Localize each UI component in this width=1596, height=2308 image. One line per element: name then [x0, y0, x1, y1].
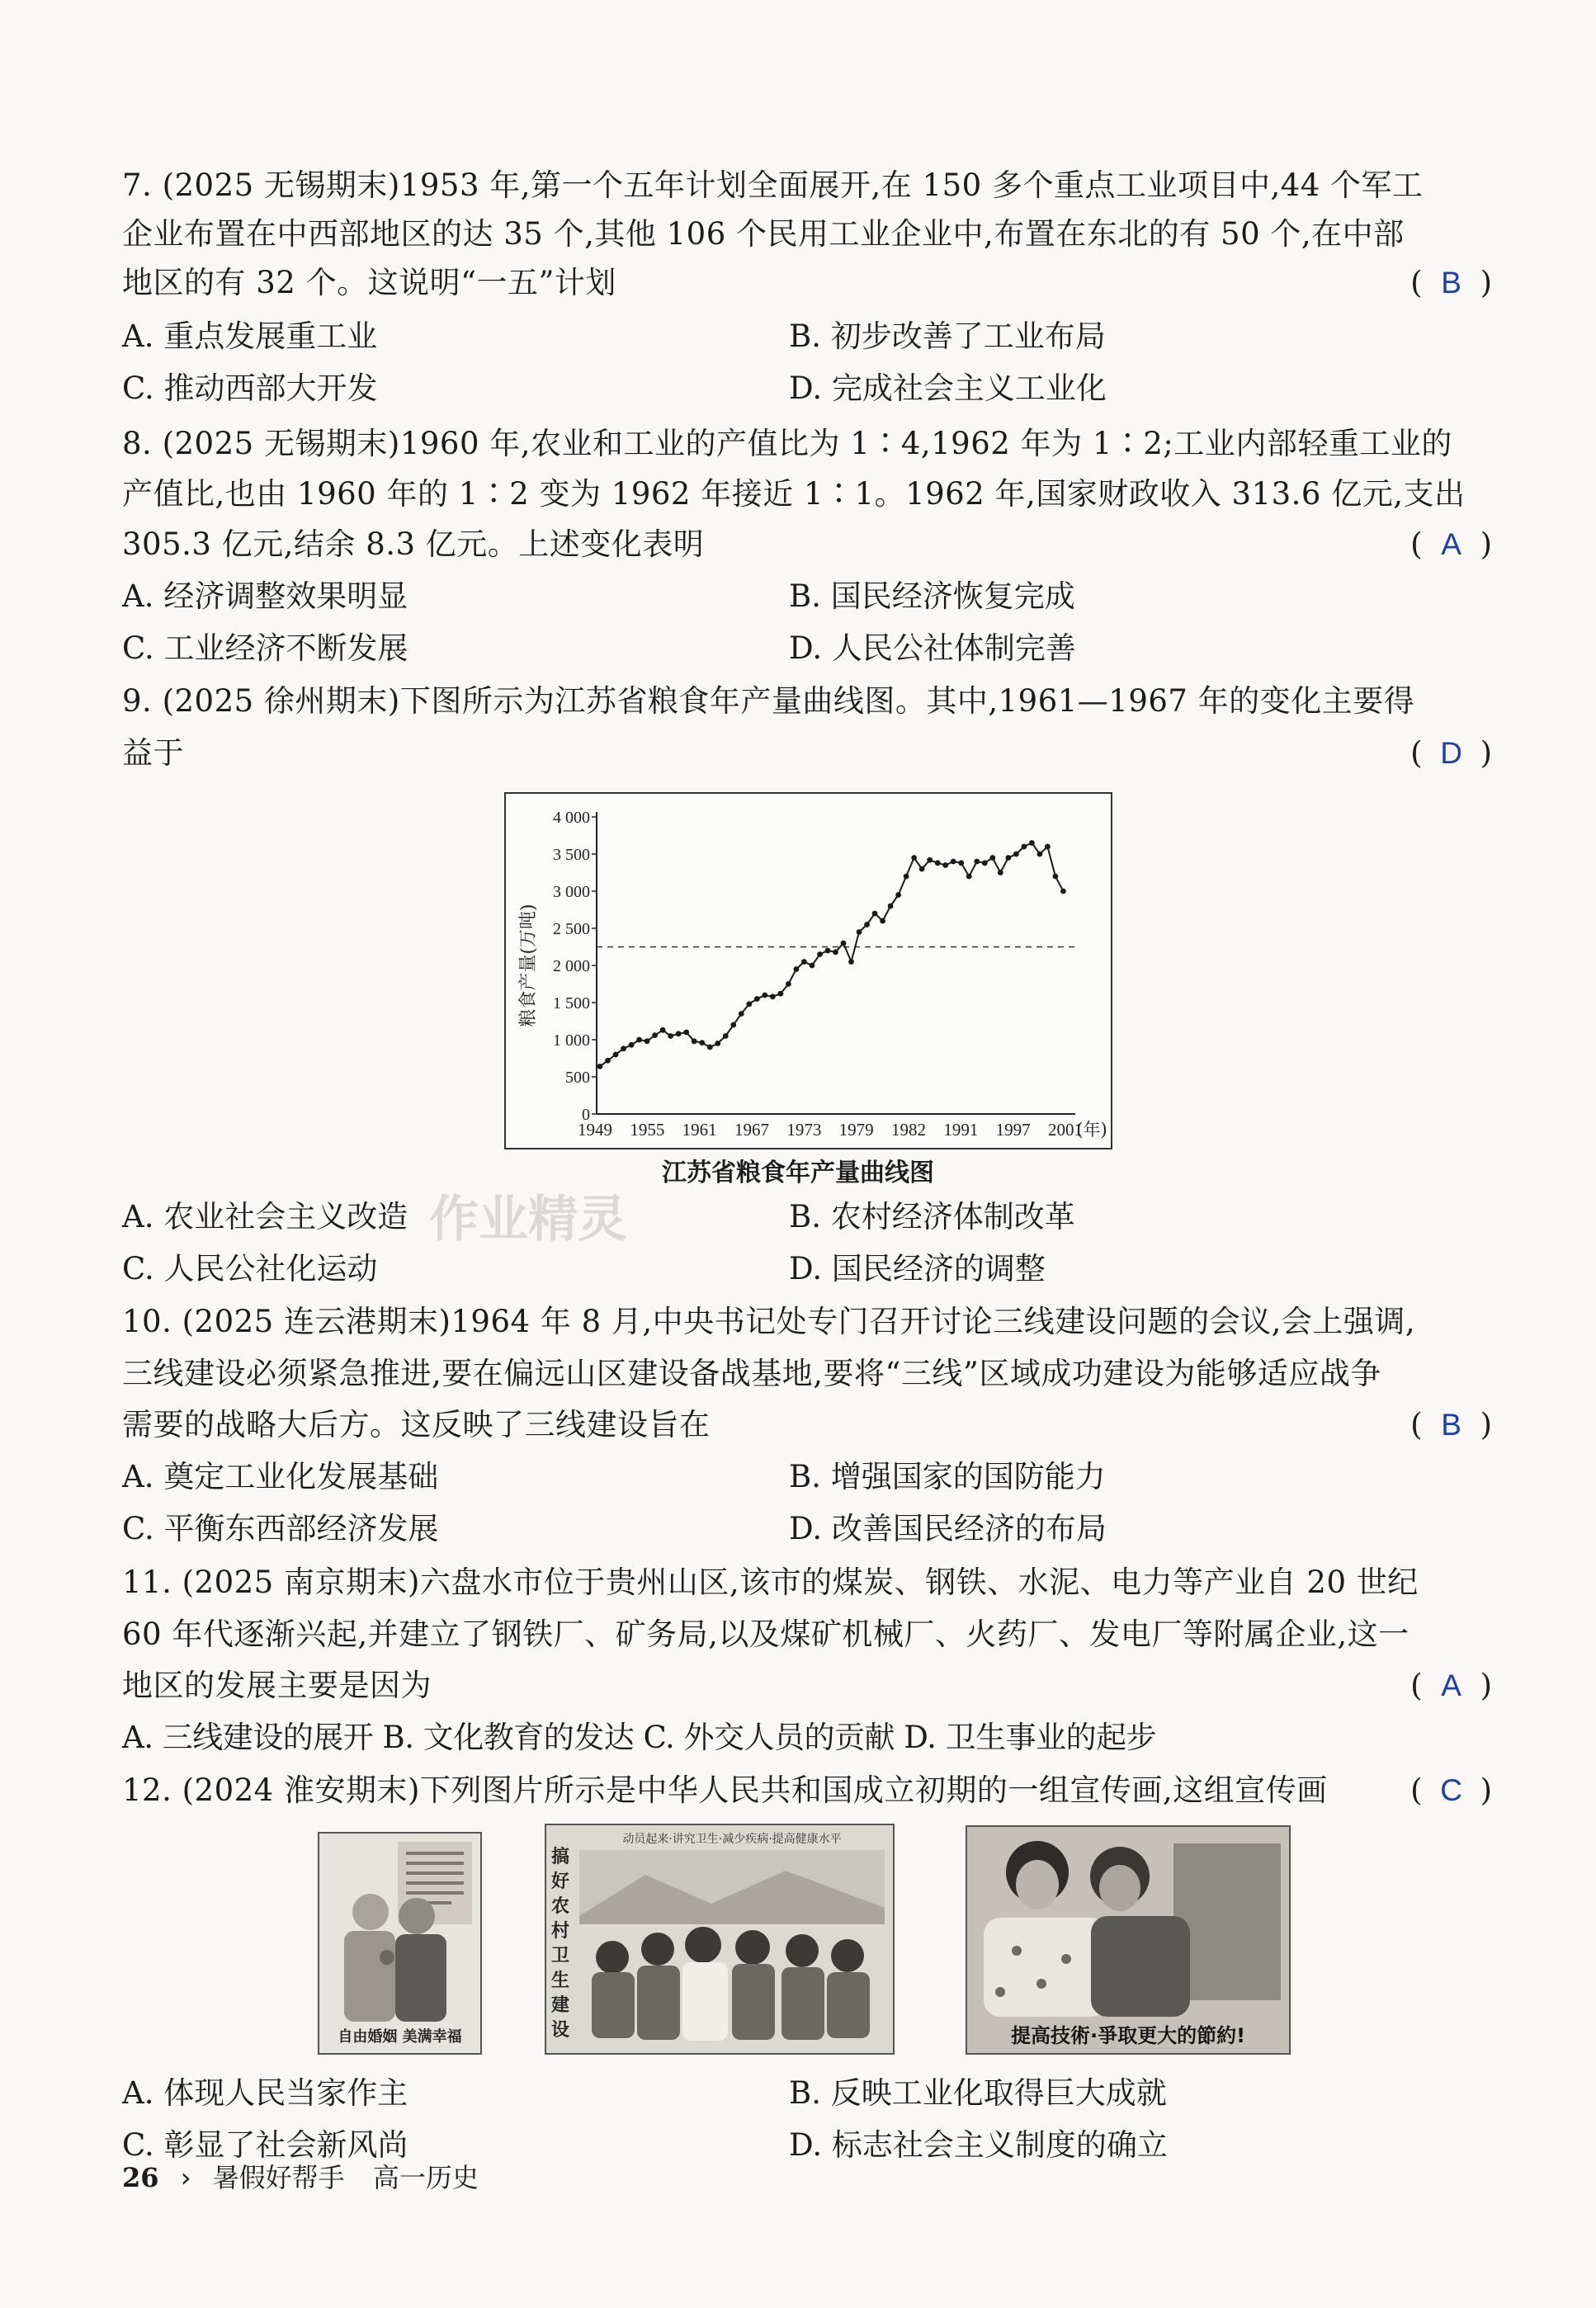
- x-tick-label: 1961: [682, 1120, 717, 1140]
- data-point: [919, 866, 925, 872]
- data-point: [613, 1052, 619, 1058]
- q12-answer: C: [1440, 1773, 1462, 1807]
- data-point: [794, 966, 800, 972]
- poster-free-marriage-caption: 自由婚姻 美满幸福: [338, 2028, 462, 2046]
- q11-answer-bracket: ( A ): [1410, 1661, 1492, 1711]
- q10-line2: 三线建设必须紧急推进,要在偏远山区建设备战基地,要将“三线”区域成功建设为能够适应战争: [122, 1356, 1381, 1391]
- data-point: [864, 922, 870, 927]
- data-point: [857, 929, 862, 935]
- data-point: [699, 1040, 705, 1045]
- x-tick-label: 2001: [1048, 1120, 1083, 1140]
- chart-caption: 江苏省粮食年产量曲线图: [662, 1159, 934, 1187]
- data-point: [645, 1038, 650, 1044]
- data-point: [754, 996, 760, 1002]
- data-point: [1045, 844, 1051, 850]
- q12-line1: 12. (2024 淮安期末)下列图片所示是中华人民共和国成立初期的一组宣传画,这组宣传画: [122, 1772, 1328, 1808]
- data-point: [989, 855, 995, 861]
- q10-line3: 需要的战略大后方。这反映了三线建设旨在: [122, 1407, 711, 1442]
- q10-line1: 10. (2025 连云港期末)1964 年 8 月,中央书记处专门召开讨论三线建设问题的会议,会上强调,: [122, 1304, 1416, 1339]
- q12-option-b: B. 反映工业化取得巨大成就: [789, 2075, 1167, 2111]
- q8-option-d: D. 人民公社体制完善: [789, 630, 1076, 666]
- q8-line2: 产值比,也由 1960 年的 1∶2 变为 1962 年接近 1∶1。1962 年,国家财政收入 313.6 亿元,支出: [122, 476, 1466, 512]
- data-point: [715, 1041, 720, 1046]
- q8-option-a: A. 经济调整效果明显: [122, 578, 408, 614]
- footer-book-title: 暑假好帮手: [212, 2162, 345, 2193]
- x-tick-label: 1967: [734, 1120, 769, 1140]
- poster-free-marriage-art: [319, 1834, 480, 2053]
- grain-chart: [506, 794, 1111, 1148]
- q11-line2: 60 年代逐渐兴起,并建立了钢铁厂、矿务局,以及煤矿机械厂、火药厂、发电厂等附属企业,这一: [122, 1617, 1409, 1652]
- data-point: [739, 1011, 744, 1017]
- footer: [122, 2157, 479, 2195]
- q7-option-d: D. 完成社会主义工业化: [789, 371, 1107, 406]
- data-point: [660, 1027, 666, 1033]
- data-point: [841, 941, 847, 946]
- data-point: [652, 1032, 658, 1038]
- data-point: [817, 951, 823, 957]
- q10-answer: B: [1441, 1408, 1461, 1442]
- x-tick-label: 1949: [578, 1120, 612, 1140]
- poster-free-marriage: [318, 1832, 482, 2055]
- q10-option-d: D. 改善国民经济的布局: [789, 1511, 1107, 1546]
- data-point: [951, 859, 956, 865]
- y-tick-label: 0: [582, 1106, 590, 1124]
- data-point: [786, 981, 791, 987]
- q7-answer: B: [1441, 266, 1461, 300]
- watermark: 作业精灵: [429, 1191, 627, 1248]
- data-point: [746, 1001, 752, 1007]
- q9-answer: D: [1440, 736, 1462, 770]
- data-point: [911, 855, 917, 861]
- data-point: [676, 1031, 682, 1036]
- x-tick-label: 1979: [838, 1120, 874, 1140]
- data-point: [692, 1038, 697, 1044]
- q7-line1: 7. (2025 无锡期末)1953 年,第一个五年计划全面展开,在 150 多个重点工业项目中,44 个军工: [122, 168, 1424, 203]
- q12-option-d: D. 标志社会主义制度的确立: [789, 2127, 1168, 2163]
- data-point: [770, 994, 776, 999]
- data-point: [723, 1033, 729, 1039]
- data-point: [895, 892, 901, 898]
- data-point: [974, 859, 980, 865]
- data-point: [597, 1064, 603, 1069]
- poster-rural-health-side: 搞好农村卫生建设: [551, 1847, 570, 2041]
- data-point: [762, 993, 767, 998]
- q8-answer-bracket: ( A ): [1410, 520, 1492, 569]
- data-point: [1037, 852, 1043, 857]
- data-point: [935, 860, 941, 866]
- data-point: [825, 948, 831, 954]
- x-tick-label: 1991: [943, 1120, 979, 1140]
- series-line: [600, 843, 1064, 1067]
- data-point: [966, 874, 972, 880]
- q9-option-b: B. 农村经济体制改革: [789, 1199, 1075, 1234]
- data-point: [942, 862, 948, 868]
- data-point: [927, 857, 933, 863]
- x-tick-label: 1973: [786, 1120, 822, 1140]
- data-point: [1029, 840, 1035, 846]
- q7-answer-bracket: ( B ): [1410, 258, 1492, 308]
- q11-options: A. 三线建设的展开 B. 文化教育的发达 C. 外交人员的贡献 D. 卫生事业的起步: [122, 1720, 1157, 1755]
- q8-option-c: C. 工业经济不断发展: [122, 630, 408, 666]
- data-point: [872, 911, 878, 917]
- x-tick-label: 1997: [995, 1120, 1031, 1140]
- x-axis-label: (年): [1076, 1120, 1107, 1140]
- data-point: [904, 874, 909, 880]
- x-tick-label: 1955: [630, 1120, 665, 1140]
- poster-rural-health-banner: 动员起来·讲究卫生·减少疾病·提高健康水平: [622, 1833, 842, 1846]
- q11-answer: A: [1441, 1668, 1461, 1702]
- q10-option-b: B. 增强国家的国防能力: [789, 1459, 1106, 1494]
- y-axis-label: 粮食产量(万吨): [518, 904, 539, 1027]
- data-point: [848, 959, 854, 965]
- q8-line3: 305.3 亿元,结余 8.3 亿元。上述变化表明: [122, 526, 705, 562]
- y-tick-label: 2 000: [553, 957, 590, 975]
- data-point: [833, 949, 838, 955]
- data-point: [605, 1058, 611, 1064]
- q7-line2: 企业布置在中西部地区的达 35 个,其他 106 个民用工业企业中,布置在东北的有 50 个,在中部: [122, 216, 1405, 252]
- data-point: [777, 991, 783, 997]
- footer-subject: 高一历史: [372, 2162, 479, 2193]
- y-tick-label: 1 000: [553, 1031, 590, 1050]
- q7-option-a: A. 重点发展重工业: [122, 319, 378, 354]
- data-point: [982, 860, 988, 866]
- q11-line1: 11. (2025 南京期末)六盘水市位于贵州山区,该市的煤炭、钢铁、水泥、电力等产业自 20 世纪: [122, 1565, 1419, 1600]
- poster-technique: [966, 1825, 1291, 2055]
- q9-option-c: C. 人民公社化运动: [122, 1251, 378, 1286]
- q9-line2: 益于: [122, 735, 184, 771]
- page-number: 26: [122, 2162, 159, 2193]
- q8-answer: A: [1441, 527, 1461, 561]
- y-tick-label: 2 500: [553, 920, 590, 938]
- q8-line1: 8. (2025 无锡期末)1960 年,农业和工业的产值比为 1∶4,1962 年为 1∶2;工业内部轻重工业的: [122, 426, 1452, 461]
- y-tick-label: 500: [565, 1069, 590, 1087]
- data-point: [958, 860, 964, 866]
- q7-option-b: B. 初步改善了工业布局: [789, 319, 1106, 354]
- q10-option-c: C. 平衡东西部经济发展: [122, 1511, 439, 1546]
- data-point: [683, 1030, 689, 1036]
- q9-line1: 9. (2025 徐州期末)下图所示为江苏省粮食年产量曲线图。其中,1961—1967 年的变化主要得: [122, 683, 1415, 719]
- q10-option-a: A. 奠定工业化发展基础: [122, 1459, 439, 1494]
- y-tick-label: 1 500: [553, 994, 590, 1012]
- data-point: [1021, 844, 1027, 850]
- footer-arrow: ›: [180, 2162, 191, 2193]
- data-point: [1060, 889, 1066, 894]
- data-point: [1005, 855, 1011, 861]
- data-point: [636, 1037, 642, 1043]
- q9-option-d: D. 国民经济的调整: [789, 1251, 1046, 1286]
- data-point: [888, 904, 894, 909]
- q7-option-c: C. 推动西部大开发: [122, 371, 378, 406]
- y-tick-label: 4 000: [553, 809, 590, 827]
- data-point: [707, 1045, 713, 1050]
- poster-technique-caption: 提高技術·爭取更大的節約!: [1010, 2024, 1246, 2047]
- data-point: [1013, 852, 1019, 857]
- data-point: [801, 959, 807, 965]
- data-point: [998, 870, 1003, 876]
- y-tick-label: 3 000: [553, 883, 590, 901]
- grain-chart-frame: [504, 792, 1112, 1149]
- q9-answer-bracket: ( D ): [1410, 729, 1492, 778]
- data-point: [629, 1042, 635, 1048]
- q11-line3: 地区的发展主要是因为: [122, 1668, 432, 1703]
- q12-option-a: A. 体现人民当家作主: [122, 2075, 408, 2111]
- data-point: [730, 1022, 736, 1028]
- data-point: [810, 963, 815, 969]
- q7-line3: 地区的有 32 个。这说明“一五”计划: [122, 265, 616, 300]
- poster-rural-health-art: [546, 1825, 893, 2053]
- q12-option-c: C. 彰显了社会新风尚: [122, 2127, 408, 2163]
- q9-option-a: A. 农业社会主义改造: [122, 1199, 408, 1234]
- data-point: [621, 1045, 626, 1051]
- q8-option-b: B. 国民经济恢复完成: [789, 578, 1075, 614]
- poster-rural-health: [545, 1824, 895, 2055]
- data-point: [1053, 874, 1059, 880]
- q12-answer-bracket: ( C ): [1410, 1766, 1492, 1815]
- y-tick-label: 3 500: [553, 846, 590, 864]
- data-point: [668, 1033, 673, 1039]
- q10-answer-bracket: ( B ): [1410, 1400, 1492, 1450]
- x-tick-label: 1982: [891, 1120, 926, 1140]
- data-point: [880, 918, 885, 924]
